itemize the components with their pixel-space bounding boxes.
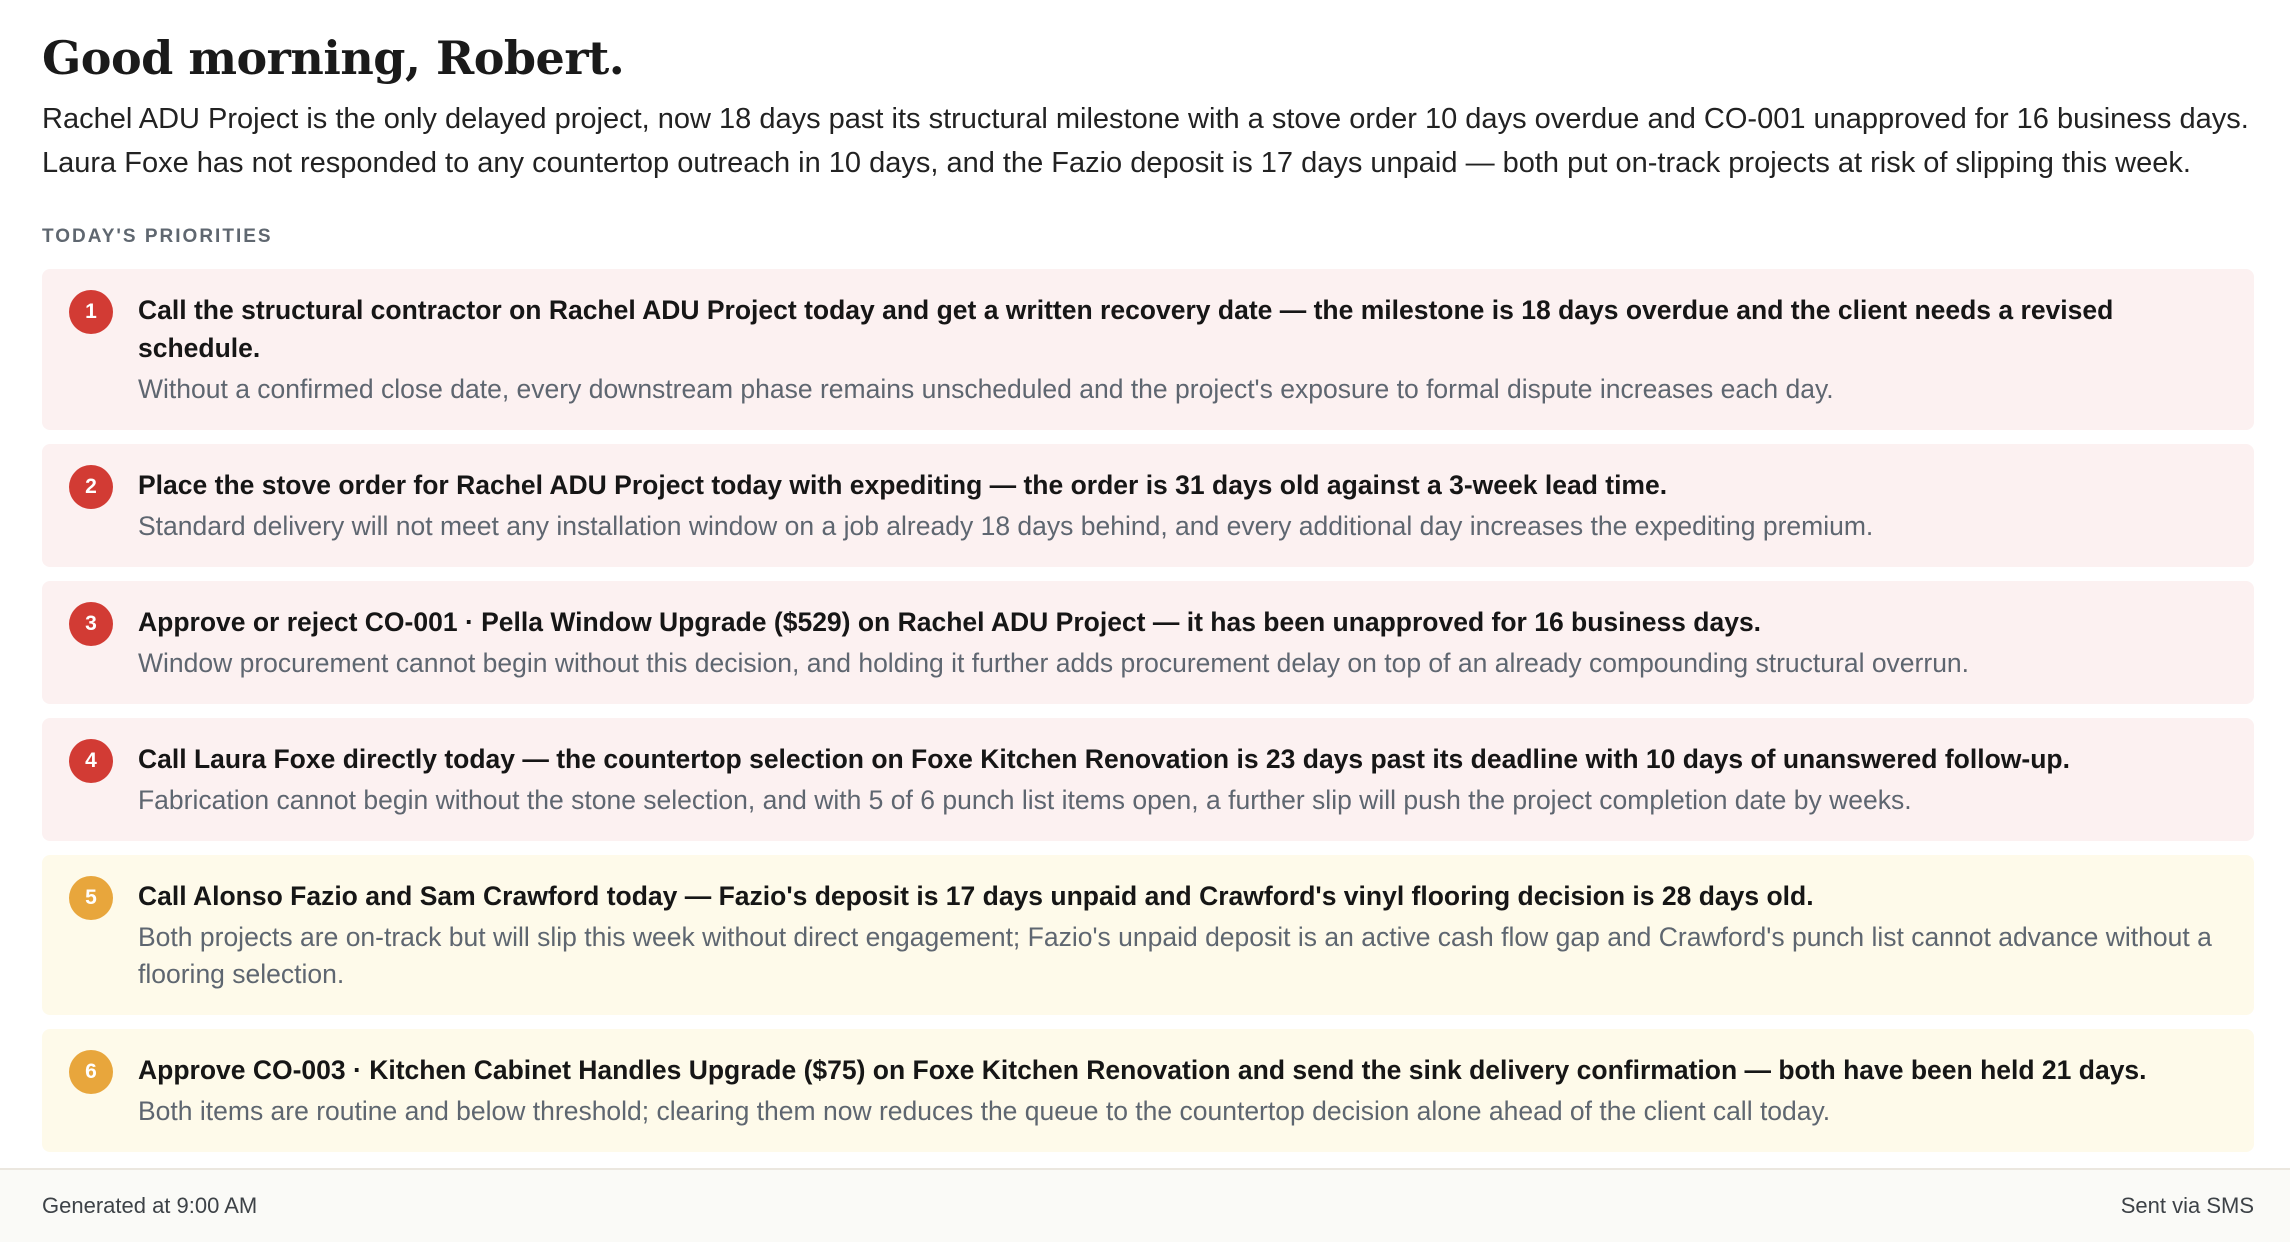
priority-title: Approve or reject CO-001 · Pella Window Upgrade ($529) on Rachel ADU Project — it has been unapproved for 16 business days. (138, 607, 1762, 637)
priority-number-badge: 1 (69, 290, 113, 334)
priority-item (42, 855, 2254, 1015)
priority-text (138, 466, 2226, 545)
priority-number-badge: 2 (69, 465, 113, 509)
priority-text (138, 603, 2226, 682)
priority-description: Window procurement cannot begin without this decision, and holding it further adds procurement delay on top of an already compounding structural overrun. (138, 648, 1970, 678)
priority-description: Fabrication cannot begin without the stone selection, and with 5 of 6 punch list items open, a further slip will push the project completion date by weeks. (138, 785, 1912, 815)
priority-title: Call Alonso Fazio and Sam Crawford today — Fazio's deposit is 17 days unpaid and Crawford's vinyl flooring decision is 28 days old. (138, 881, 1814, 911)
priority-title: Call the structural contractor on Rachel ADU Project today and get a written recovery date — the milestone is 18 days overdue and the client needs a revised schedule. (138, 295, 2114, 363)
priority-item (42, 444, 2254, 567)
briefing-content (42, 28, 2254, 1166)
priority-description: Standard delivery will not meet any installation window on a job already 18 days behind, and every additional day increases the expediting premium. (138, 511, 1874, 541)
priority-text (138, 291, 2226, 408)
priority-item (42, 718, 2254, 841)
priority-item (42, 269, 2254, 430)
priority-number-badge: 4 (69, 739, 113, 783)
priority-item (42, 1029, 2254, 1152)
generated-timestamp: Generated at 9:00 AM (42, 1193, 258, 1218)
priority-description: Without a confirmed close date, every downstream phase remains unscheduled and the project's exposure to formal dispute increases each day. (138, 374, 1834, 404)
priority-description: Both projects are on-track but will slip this week without direct engagement; Fazio's unpaid deposit is an active cash flow gap and Crawford's punch list cannot advance without a flooring selection. (138, 922, 2212, 989)
priority-text (138, 1051, 2226, 1130)
priority-text (138, 877, 2226, 993)
priorities-section-label: TODAY'S PRIORITIES (42, 226, 273, 247)
delivery-channel-label: Sent via SMS (2120, 1193, 2254, 1218)
priority-text (138, 740, 2226, 819)
priority-number-badge: 5 (69, 876, 113, 920)
priority-number-badge: 6 (69, 1050, 113, 1094)
greeting-heading: Good morning, Robert. (42, 31, 625, 85)
priority-item (42, 581, 2254, 704)
priority-title: Approve CO-003 · Kitchen Cabinet Handles Upgrade ($75) on Foxe Kitchen Renovation and send the sink delivery confirmation — both have been held 21 days. (138, 1055, 2147, 1085)
summary-text: Rachel ADU Project is the only delayed project, now 18 days past its structural milestone with a stove order 10 days overdue and CO-001 unapproved for 16 business days. Laura Foxe has not responded to any countertop outreach in 10 days, and the Fazio deposit is 17 days unpaid — both put on-track projects at risk of slipping this week. (42, 103, 2249, 179)
priority-description: Both items are routine and below threshold; clearing them now reduces the queue to the countertop decision alone ahead of the client call today. (138, 1096, 1831, 1126)
priority-title: Place the stove order for Rachel ADU Project today with expediting — the order is 31 days old against a 3-week lead time. (138, 470, 1668, 500)
footer-bar (0, 1168, 2290, 1242)
priority-number-badge: 3 (69, 602, 113, 646)
priority-title: Call Laura Foxe directly today — the countertop selection on Foxe Kitchen Renovation is 23 days past its deadline with 10 days of unanswered follow-up. (138, 744, 2070, 774)
priorities-list (42, 269, 2254, 1152)
